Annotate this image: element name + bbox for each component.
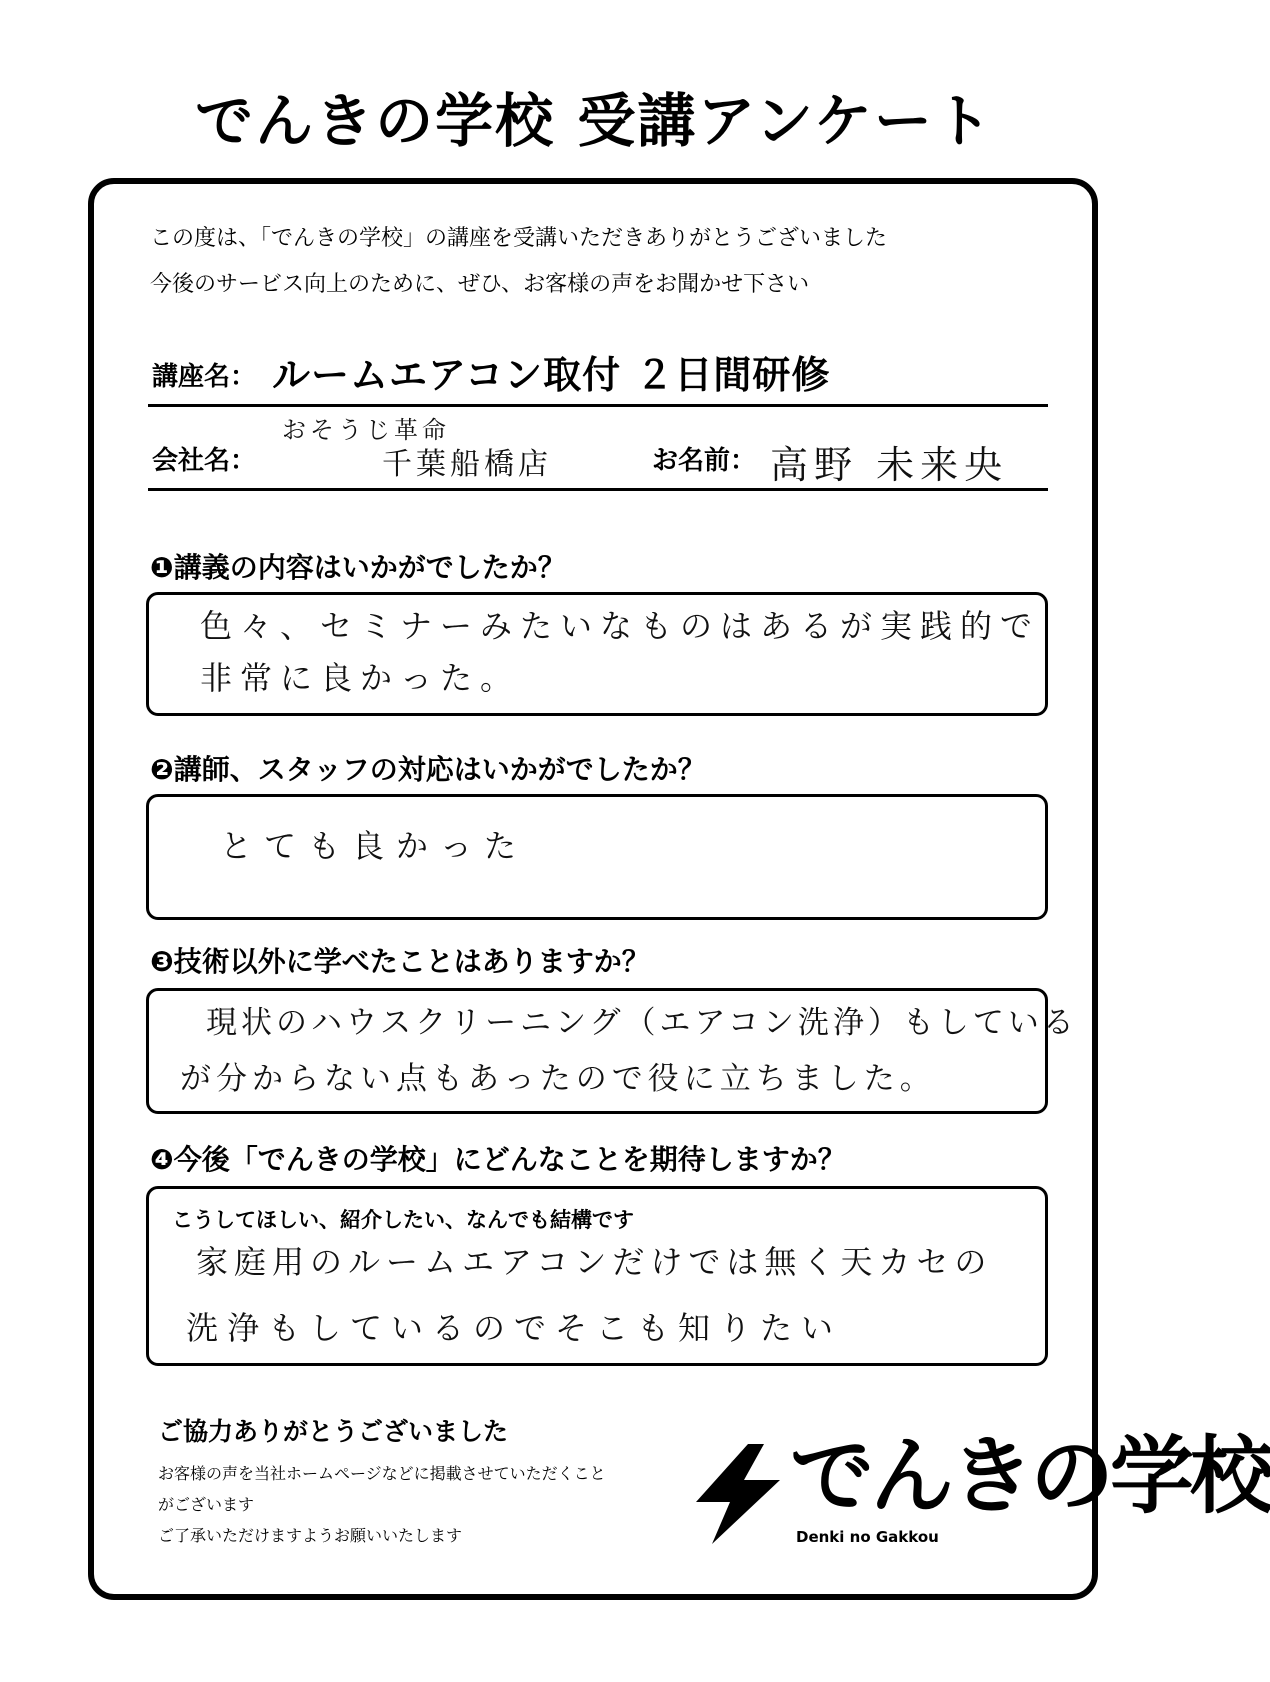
question-4-hint: こうしてほしい、紹介したい、なんでも結構です — [172, 1208, 634, 1232]
answer-1-line-1: 色々、セミナーみたいなものはあるが実践的で — [200, 607, 1041, 645]
answer-3-line-2: が分からない点もあったので役に立ちました。 — [180, 1061, 936, 1097]
answer-1-line-2: 非常に良かった。 — [200, 659, 521, 697]
course-divider — [148, 404, 1048, 407]
logo-wordmark: でんきの学校 — [790, 1427, 1270, 1525]
name-divider — [148, 488, 1048, 491]
footer-note-line-3: ご了承いただけますようお願いいたします — [158, 1526, 463, 1545]
intro-line-2: 今後のサービス向上のために、ぜひ、お客様の声をお聞かせ下さい — [150, 272, 810, 297]
question-4-text: 今後「でんきの学校」にどんなことを期待しますか？ — [173, 1143, 846, 1176]
question-3-label — [150, 945, 650, 978]
company-value-line-1: おそうじ革命 — [282, 416, 450, 444]
company-value-line-2: 千葉船橋店 — [382, 447, 552, 482]
intro-line-1: この度は、「でんきの学校」の講座を受講いただきありがとうございました — [150, 226, 888, 251]
answer-3-line-1: 現状のハウスクリーニング（エアコン洗浄）もしている — [206, 1005, 1078, 1041]
question-4-number: ❹ — [150, 1143, 174, 1176]
thanks-message: ご協力ありがとうございました — [158, 1417, 509, 1446]
footer-note-line-2: がございます — [158, 1495, 255, 1514]
question-3-number: ❸ — [150, 945, 174, 978]
answer-2-line-1: とても良かった — [220, 827, 529, 865]
course-name: ルームエアコン取付 ２日間研修 — [272, 353, 831, 397]
question-2-number: ❷ — [150, 753, 174, 786]
question-1-number: ❶ — [150, 551, 174, 584]
question-1-label — [150, 551, 566, 584]
company-label: 会社名： — [152, 446, 257, 476]
course-label: 講座名： — [152, 362, 257, 392]
logo-subtitle: Denki no Gakkou — [796, 1528, 939, 1546]
page-title: でんきの学校 受講アンケート — [195, 87, 994, 155]
question-2-label — [150, 753, 706, 786]
name-label: お名前： — [652, 446, 757, 476]
question-4-label — [150, 1143, 846, 1176]
answer-4-line-1: 家庭用のルームエアコンだけでは無く天カセの — [196, 1243, 993, 1281]
question-2-text: 講師、スタッフの対応はいかがでしたか？ — [173, 753, 706, 786]
lightning-bolt-icon — [690, 1440, 786, 1548]
answer-4-line-2: 洗浄もしているのでそこも知りたい — [186, 1309, 843, 1347]
footer-note-line-1: お客様の声を当社ホームページなどに掲載させていただくこと — [158, 1464, 606, 1483]
name-value: 高野 未来央 — [770, 443, 1009, 487]
question-3-text: 技術以外に学べたことはありますか？ — [173, 945, 650, 978]
question-1-text: 講義の内容はいかがでしたか？ — [173, 551, 566, 584]
